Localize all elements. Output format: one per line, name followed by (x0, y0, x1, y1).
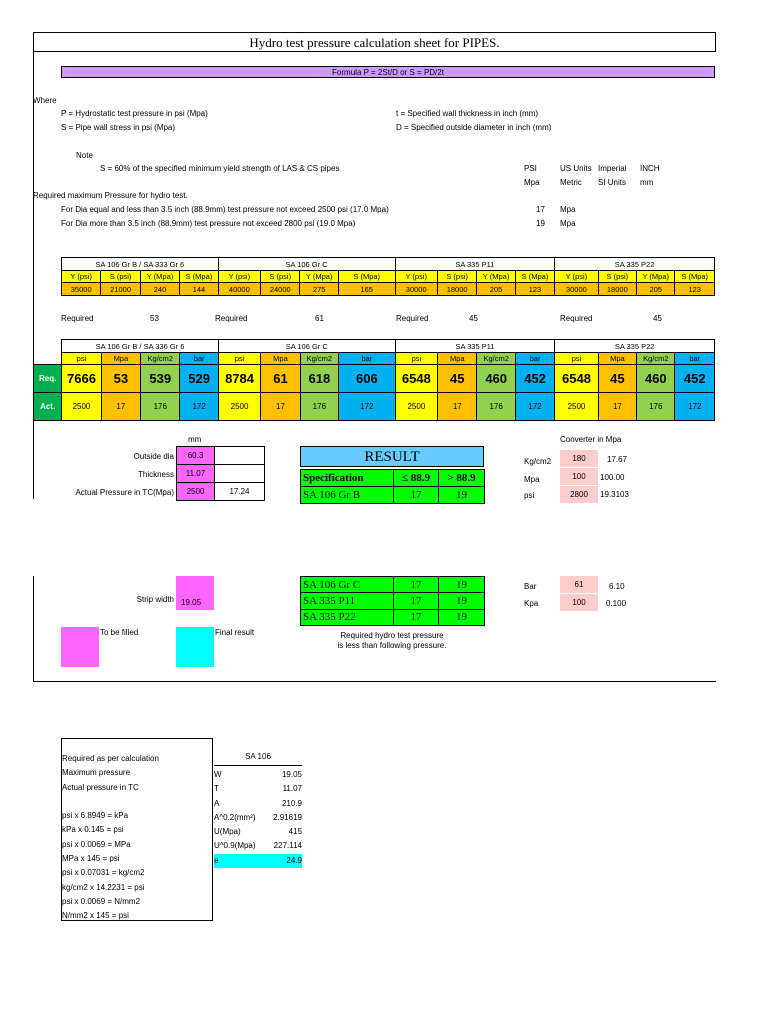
sa106-key: e (214, 855, 219, 865)
req-line-1: For Dia equal and less than 3.5 inch (88.9mm) test pressure not exceed 2500 psi (17.0 Mpa) (61, 205, 389, 214)
sa106-row (214, 811, 302, 825)
act-cell: 172 (339, 393, 396, 421)
converter-input[interactable]: 100 (560, 468, 598, 485)
result-table-lower (300, 576, 485, 626)
final-result-swatch (176, 627, 214, 667)
unit-header: bar (180, 353, 218, 365)
result-value: 19 (439, 487, 485, 504)
act-cell: 172 (515, 393, 554, 421)
result-value: 17 (394, 609, 439, 625)
sub-header: Y (psi) (395, 271, 437, 283)
act-cell: 176 (637, 393, 675, 421)
sa106-key: W (214, 770, 222, 779)
result-spec: SA 106 Gr B (301, 487, 394, 504)
unit-header: Kg/cm2 (141, 353, 180, 365)
sub-header: Y (Mpa) (637, 271, 675, 283)
req-cell: 53 (101, 365, 140, 393)
unit-metric: Metric (560, 178, 582, 187)
material-header: SA 335 P22 (555, 258, 715, 271)
empty-cell (215, 465, 265, 483)
to-be-filled-label: To be filled (100, 628, 139, 637)
converter-input[interactable]: 180 (560, 450, 598, 467)
req-cell: 8784 (218, 365, 260, 393)
unit-imperial: Imperial (598, 164, 627, 173)
unit-header: psi (555, 353, 598, 365)
act-cell: 176 (300, 393, 338, 421)
note-line: psi x 6.8949 = kPa (62, 811, 129, 821)
converter-output: 19.3103 (600, 490, 629, 499)
converter-input[interactable]: 2800 (560, 486, 598, 503)
strength-cell: 30000 (395, 283, 437, 296)
note-line: Actual pressure in TC (62, 782, 139, 792)
req-cell: 539 (141, 365, 180, 393)
req-cell: 452 (675, 365, 715, 393)
req-line-2-value: 19 (536, 219, 545, 228)
note-line: Required as per calculation (62, 754, 159, 763)
converter-title: Converter in Mpa (560, 435, 622, 444)
req-max-heading: Required maximum Pressure for hydro test. (33, 191, 188, 200)
material-header: SA 335 P11 (395, 340, 555, 353)
required-value: 45 (653, 314, 662, 323)
required-value: 61 (315, 314, 324, 323)
actual-pressure-mpa: 17.24 (215, 483, 265, 501)
left-border-lower (33, 576, 34, 682)
note-line: psi x 0.07031 = kg/cm2 (62, 868, 145, 878)
converter-unit: Bar (524, 582, 537, 591)
sa106-value: 2.91619 (273, 812, 302, 822)
act-cell: 2500 (395, 393, 437, 421)
where-label: Where (33, 96, 57, 105)
strength-cell: 30000 (555, 283, 598, 296)
unit-mpa: Mpa (524, 178, 540, 187)
sa106-key: A^0.2(mm²) (214, 812, 256, 822)
req-cell: 618 (300, 365, 338, 393)
unit-inch: INCH (640, 164, 660, 173)
unit-header: psi (395, 353, 437, 365)
result-header: Specification (301, 470, 394, 487)
unit-header: Kg/cm2 (477, 353, 515, 365)
req-line-2: For Dia more than 3.5 inch (88.9mm) test pressure not exceed 2800 psi (19.0 Mpa) (61, 219, 356, 228)
required-label: Required (61, 314, 94, 323)
converter-input[interactable]: 100 (560, 594, 598, 611)
req-cell: 460 (477, 365, 515, 393)
strength-cell: 165 (338, 283, 395, 296)
to-be-filled-swatch (61, 627, 99, 667)
result-note-1: Required hydro test pressure (340, 631, 444, 640)
actual-pressure-input[interactable]: 2500 (177, 483, 215, 501)
unit-header: Mpa (598, 353, 636, 365)
sub-header: S (psi) (437, 271, 476, 283)
sa106-key: A (214, 798, 220, 808)
sa106-key: U(Mpa) (214, 827, 241, 837)
pressure-table (33, 339, 715, 421)
strength-cell: 144 (180, 283, 218, 296)
sub-header: S (Mpa) (675, 271, 715, 283)
p-definition: P = Hydrostatic test pressure in psi (Mpa) (61, 109, 208, 118)
sa106-row (214, 825, 302, 839)
empty-cell (215, 447, 265, 465)
sa106-row-final (214, 854, 302, 868)
thickness-label: Thickness (137, 470, 174, 479)
req-line-1-unit: Mpa (560, 205, 576, 214)
sa106-row (214, 782, 302, 796)
unit-header: bar (515, 353, 554, 365)
material-header: SA 335 P11 (395, 258, 555, 271)
strip-width-label: Strip width (136, 595, 174, 604)
strength-cell: 18000 (598, 283, 636, 296)
sub-header: S (psi) (101, 271, 140, 283)
sa106-value: 210.9 (281, 798, 302, 808)
note-line: psi x 0.0069 = MPa (62, 839, 131, 849)
note-label: Note (76, 151, 93, 160)
result-note-2: is less than following pressure. (337, 641, 447, 650)
material-header: SA 106 Gr C (218, 340, 395, 353)
strength-cell: 205 (477, 283, 515, 296)
req-cell: 61 (261, 365, 300, 393)
act-cell: 2500 (62, 393, 101, 421)
act-cell: 17 (101, 393, 140, 421)
material-header: SA 106 Gr B / SA 333 Gr 6 (62, 258, 219, 271)
sub-header: S (psi) (261, 271, 300, 283)
outside-dia-label: Outside dia (133, 452, 174, 461)
result-value: 17 (394, 487, 439, 504)
strength-cell: 205 (637, 283, 675, 296)
strength-cell: 35000 (62, 283, 101, 296)
sa106-table (214, 768, 302, 868)
result-table (300, 469, 485, 504)
sub-header: S (Mpa) (515, 271, 554, 283)
req-line-2-unit: Mpa (560, 219, 576, 228)
note-text: S = 60% of the specified minimum yield strength of LAS & CS pipes (100, 164, 340, 173)
unit-psi: PSI (524, 164, 537, 173)
sa106-value: 227.114 (273, 841, 302, 851)
sa106-value: 24.9 (286, 855, 302, 865)
sub-header: Y (Mpa) (477, 271, 515, 283)
sub-header: Y (psi) (218, 271, 260, 283)
result-header: ≤ 88.9 (394, 470, 439, 487)
result-value: 17 (394, 593, 439, 609)
sub-header: S (Mpa) (180, 271, 218, 283)
req-cell: 6548 (555, 365, 598, 393)
required-value: 45 (469, 314, 478, 323)
result-header: > 88.9 (439, 470, 485, 487)
sa106-key: U^0.9(Mpa) (214, 841, 256, 851)
outside-dia-input[interactable]: 60.3 (177, 447, 215, 465)
material-header: SA 106 Gr B / SA 336 Gr 6 (62, 340, 219, 353)
material-header: SA 335 P22 (555, 340, 715, 353)
sa106-header: SA 106 (214, 752, 302, 766)
note-line: MPa x 145 = psi (62, 854, 120, 864)
sub-header: Y (psi) (62, 271, 101, 283)
required-value: 53 (150, 314, 159, 323)
converter-output: 100.00 (600, 473, 625, 482)
sub-header: Y (Mpa) (300, 271, 338, 283)
strength-cell: 275 (300, 283, 338, 296)
material-header: SA 106 Gr C (218, 258, 395, 271)
s-definition: S = Pipe wall stress in psi (Mpa) (61, 123, 176, 132)
req-cell: 7666 (62, 365, 101, 393)
final-result-label: Final result (215, 628, 255, 637)
d-definition: D = Specified outside diameter in inch (mm) (396, 123, 552, 132)
material-strength-table (61, 257, 715, 296)
req-cell: 606 (339, 365, 396, 393)
formula-bar: Formula P = 2St/D or S = PD/2t (61, 66, 715, 78)
result-value: 19 (439, 577, 485, 593)
sa106-row (214, 768, 302, 782)
strength-cell: 123 (515, 283, 554, 296)
unit-header: Mpa (438, 353, 477, 365)
sub-header: Y (psi) (555, 271, 598, 283)
unit-us: US Units (560, 164, 592, 173)
act-cell: 176 (477, 393, 515, 421)
req-line-1-value: 17 (536, 205, 545, 214)
act-cell: 172 (675, 393, 715, 421)
result-title: RESULT (300, 446, 484, 467)
act-cell: 17 (598, 393, 636, 421)
result-value: 17 (394, 577, 439, 593)
sa106-value: 19.05 (281, 770, 302, 779)
unit-header: bar (675, 353, 715, 365)
spacer-cell (34, 340, 62, 353)
required-label: Required (396, 314, 429, 323)
converter-unit: Kpa (524, 599, 539, 608)
req-cell: 460 (637, 365, 675, 393)
converter-unit: Kg/cm2 (524, 457, 552, 466)
strength-cell: 240 (140, 283, 179, 296)
required-label: Required (560, 314, 593, 323)
unit-header: Kg/cm2 (637, 353, 675, 365)
unit-header: psi (62, 353, 101, 365)
sub-header: Y (Mpa) (140, 271, 179, 283)
unit-header: Kg/cm2 (300, 353, 338, 365)
input-table (176, 446, 265, 501)
converter-unit: psi (524, 491, 535, 500)
sa106-row (214, 797, 302, 811)
result-value: 19 (439, 593, 485, 609)
sa106-key: T (214, 784, 219, 794)
formula-notes-list (62, 752, 212, 924)
t-definition: t = Specified wall thickness in inch (mm) (396, 109, 539, 118)
strength-cell: 24000 (261, 283, 300, 296)
note-line: psi x 0.0069 = N/mm2 (62, 896, 141, 906)
unit-header: Mpa (261, 353, 300, 365)
unit-header: psi (218, 353, 260, 365)
req-cell: 529 (180, 365, 218, 393)
converter-input[interactable]: 61 (560, 576, 598, 593)
bottom-rule (33, 681, 716, 682)
result-value: 19 (439, 609, 485, 625)
required-label: Required (215, 314, 248, 323)
mm-unit-label: mm (188, 435, 202, 444)
strip-width-value: 19.05 (181, 598, 202, 607)
thickness-input[interactable]: 11.07 (177, 465, 215, 483)
sa106-row (214, 839, 302, 853)
strength-cell: 18000 (437, 283, 476, 296)
note-line: kPa x 0.145 = psi (62, 825, 124, 835)
act-cell: 2500 (555, 393, 598, 421)
sa106-value: 415 (288, 827, 302, 837)
note-line: kg/cm2 x 14.2231 = psi (62, 882, 145, 892)
converter-unit: Mpa (524, 475, 540, 484)
result-spec: SA 335 P22 (301, 609, 394, 625)
strength-cell: 21000 (101, 283, 140, 296)
req-cell: 6548 (395, 365, 437, 393)
act-cell: 2500 (218, 393, 260, 421)
sheet-title: Hydro test pressure calculation sheet for PIPES. (33, 32, 716, 52)
sub-header: S (Mpa) (338, 271, 395, 283)
spacer-cell (34, 353, 62, 365)
req-cell: 45 (598, 365, 636, 393)
result-spec: SA 106 Gr C (301, 577, 394, 593)
unit-si: SI Units (598, 178, 627, 187)
left-border (33, 52, 34, 499)
act-row-label: Act. (34, 393, 62, 421)
unit-header: bar (339, 353, 396, 365)
note-line: N/mm2 x 145 = psi (62, 911, 129, 921)
act-cell: 172 (180, 393, 218, 421)
unit-mm: mm (640, 178, 654, 187)
actual-pressure-label: Actual Pressure in TC(Mpa) (75, 488, 174, 497)
req-cell: 452 (515, 365, 554, 393)
converter-output: 0.100 (606, 599, 627, 608)
result-spec: SA 335 P11 (301, 593, 394, 609)
converter-output: 6.10 (609, 582, 625, 591)
note-line: Maximum pressure (62, 768, 131, 778)
act-cell: 176 (141, 393, 180, 421)
note-line (62, 795, 212, 809)
req-row-label: Req. (34, 365, 62, 393)
sub-header: S (psi) (598, 271, 636, 283)
req-cell: 45 (438, 365, 477, 393)
strength-cell: 40000 (218, 283, 260, 296)
unit-header: Mpa (101, 353, 140, 365)
strip-width-input[interactable] (176, 576, 214, 610)
act-cell: 17 (438, 393, 477, 421)
act-cell: 17 (261, 393, 300, 421)
converter-output: 17.67 (607, 455, 628, 464)
strength-cell: 123 (675, 283, 715, 296)
sa106-value: 11.07 (282, 784, 302, 794)
